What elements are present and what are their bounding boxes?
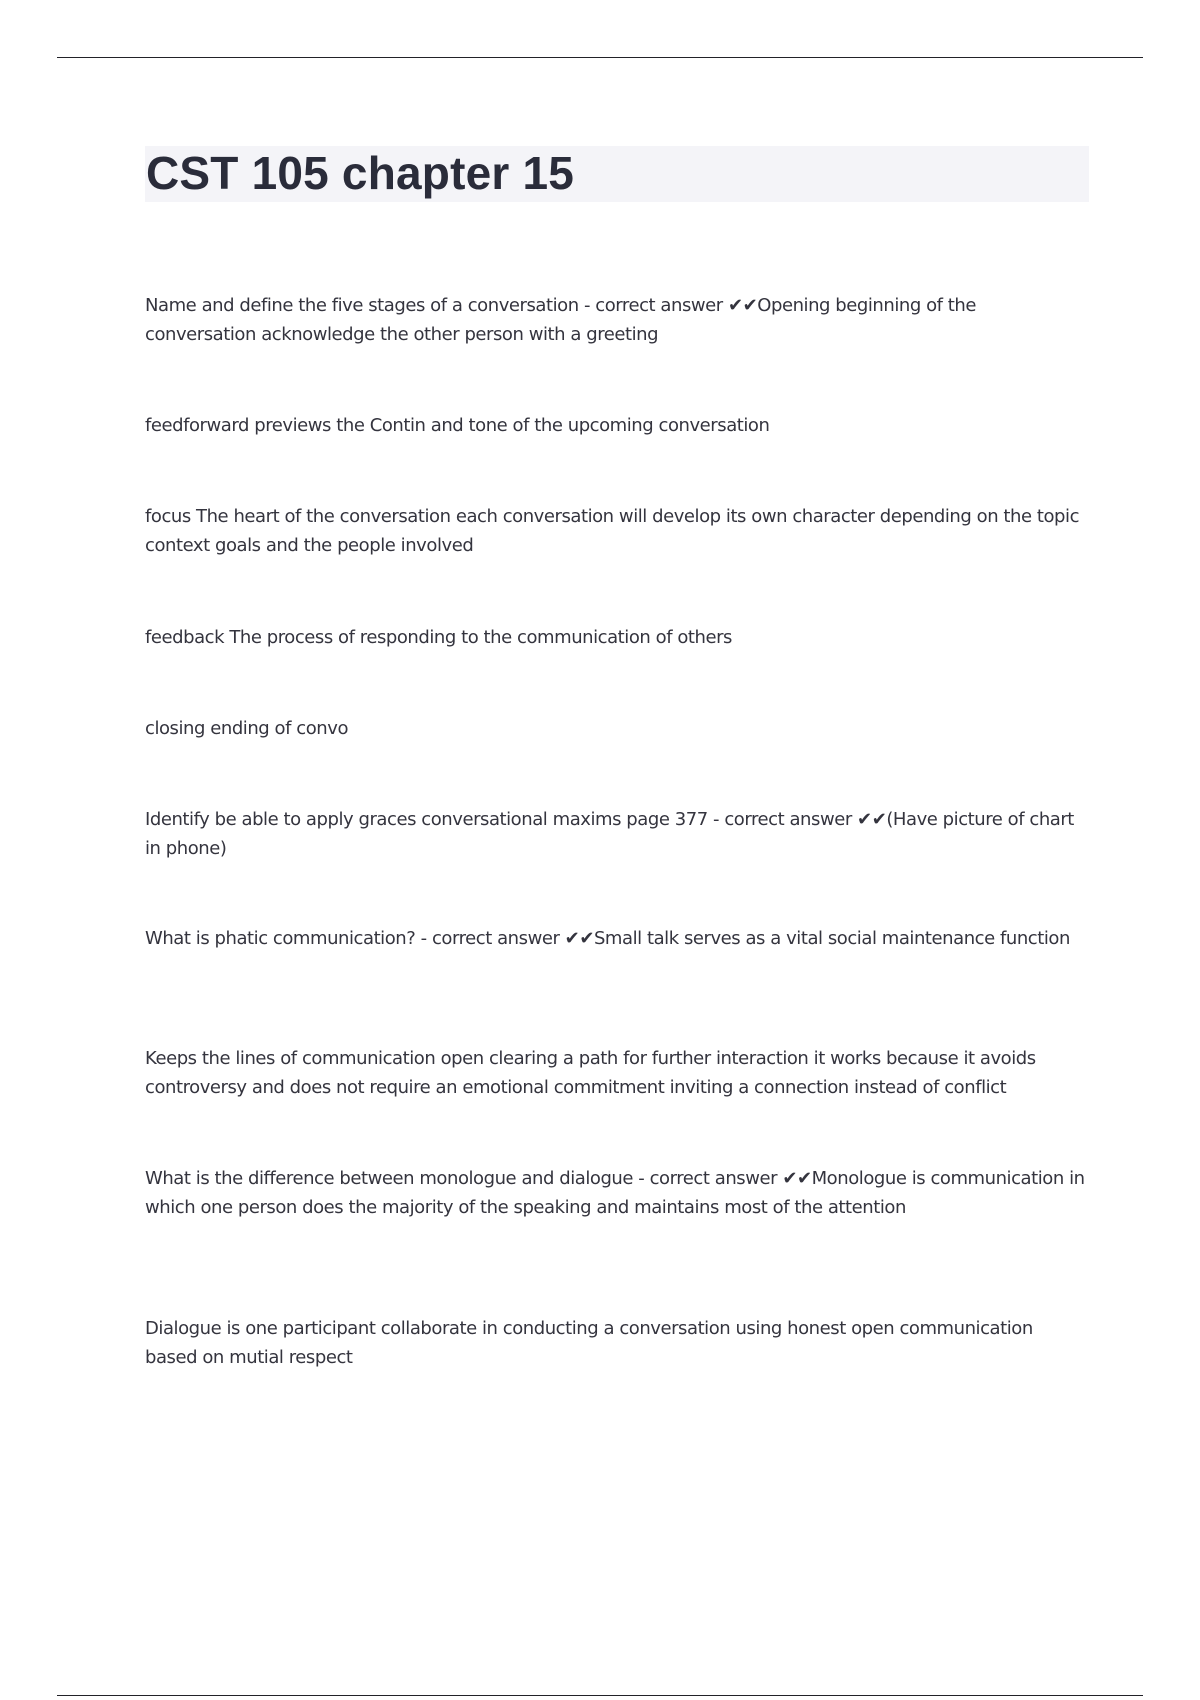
paragraph-8: Keeps the lines of communication open clearing a path for further interaction it works because it avoids controversy and does not require an emotional commitment inviting a connection instead of conflict bbox=[145, 1048, 1036, 1098]
paragraph-2: feedforward previews the Contin and tone of the upcoming conversation bbox=[145, 415, 770, 436]
top-rule bbox=[57, 57, 1143, 58]
paragraph-1: Name and define the five stages of a conversation - correct answer ✔✔Opening beginning of the conversation acknowledge the other person with a greeting bbox=[145, 295, 977, 345]
paragraph-6: Identify be able to apply graces conversational maxims page 377 - correct answer ✔✔(Have picture of chart in phone) bbox=[145, 809, 1074, 859]
paragraph-5: closing ending of convo bbox=[145, 718, 349, 739]
paragraph-4: feedback The process of responding to the communication of others bbox=[145, 627, 732, 648]
paragraph-10: Dialogue is one participant collaborate in conducting a conversation using honest open communication based on mutial respect bbox=[145, 1318, 1033, 1368]
paragraph-9: What is the difference between monologue and dialogue - correct answer ✔✔Monologue is communication in which one person does the majority of the speaking and maintains most of the attention bbox=[145, 1168, 1085, 1218]
paragraph-3: focus The heart of the conversation each conversation will develop its own character depending on the topic context goals and the people involved bbox=[145, 506, 1080, 556]
document-title: CST 105 chapter 15 bbox=[146, 147, 575, 199]
bottom-rule bbox=[57, 1695, 1143, 1696]
paragraph-7: What is phatic communication? - correct answer ✔✔Small talk serves as a vital social maintenance function bbox=[145, 928, 1070, 949]
